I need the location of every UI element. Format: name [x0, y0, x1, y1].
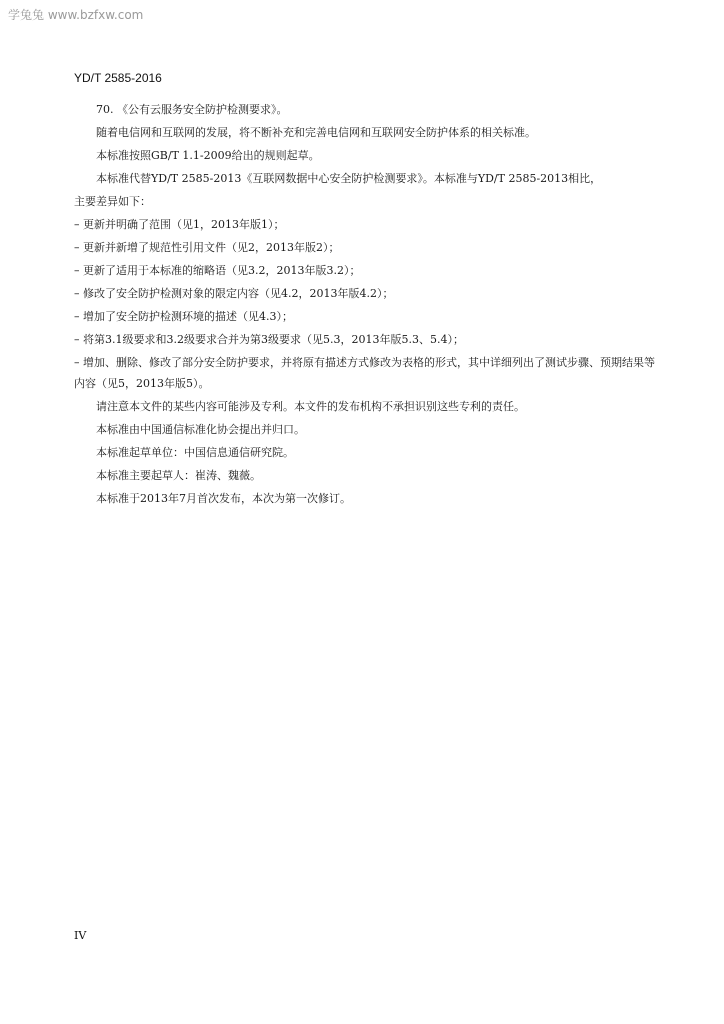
paragraph-line: 随着电信网和互联网的发展，将不断补充和完善电信网和互联网安全防护体系的相关标准。 — [96, 126, 536, 139]
page-number: IV — [74, 929, 87, 942]
paragraph-line: 主要差异如下： — [74, 195, 151, 208]
document-code: YD/T 2585-2016 — [74, 71, 162, 85]
list-item: – 修改了安全防护检测对象的限定内容（见4.2，2013年版4.2）； — [74, 287, 394, 300]
paragraph-line: 本标准代替YD/T 2585-2013《互联网数据中心安全防护检测要求》。本标准与YD/T 2585-2013相比， — [96, 172, 602, 185]
paragraph-line: 请注意本文件的某些内容可能涉及专利。本文件的发布机构不承担识别这些专利的责任。 — [96, 400, 525, 413]
paragraph-line: 70. 《公有云服务安全防护检测要求》。 — [96, 103, 288, 116]
paragraph-line: 本标准按照GB/T 1.1-2009给出的规则起草。 — [96, 149, 320, 162]
paragraph-line: 本标准由中国通信标准化协会提出并归口。 — [96, 423, 305, 436]
list-item: – 增加了安全防护检测环境的描述（见4.3）； — [74, 310, 293, 323]
paragraph-line: 本标准于2013年7月首次发布，本次为第一次修订。 — [96, 492, 351, 505]
list-item: – 更新并新增了规范性引用文件（见2，2013年版2）； — [74, 241, 340, 254]
list-item: – 更新并明确了范围（见1，2013年版1）； — [74, 218, 285, 231]
list-item: – 将第3.1级要求和3.2级要求合并为第3级要求（见5.3，2013年版5.3、5.4）； — [74, 333, 464, 346]
foreword-body — [74, 98, 664, 510]
paragraph-line: 本标准主要起草人：崔涛、魏薇。 — [96, 469, 261, 482]
watermark-text: 学兔兔 www.bzfxw.com — [8, 8, 144, 22]
list-item: – 增加、删除、修改了部分安全防护要求，并将原有描述方式修改为表格的形式，其中详细列出了测试步骤、预期结果等内容（见5，2013年版5）。 — [74, 356, 655, 390]
list-item: – 更新了适用于本标准的缩略语（见3.2，2013年版3.2）； — [74, 264, 361, 277]
paragraph-line: 本标准起草单位：中国信息通信研究院。 — [96, 446, 294, 459]
